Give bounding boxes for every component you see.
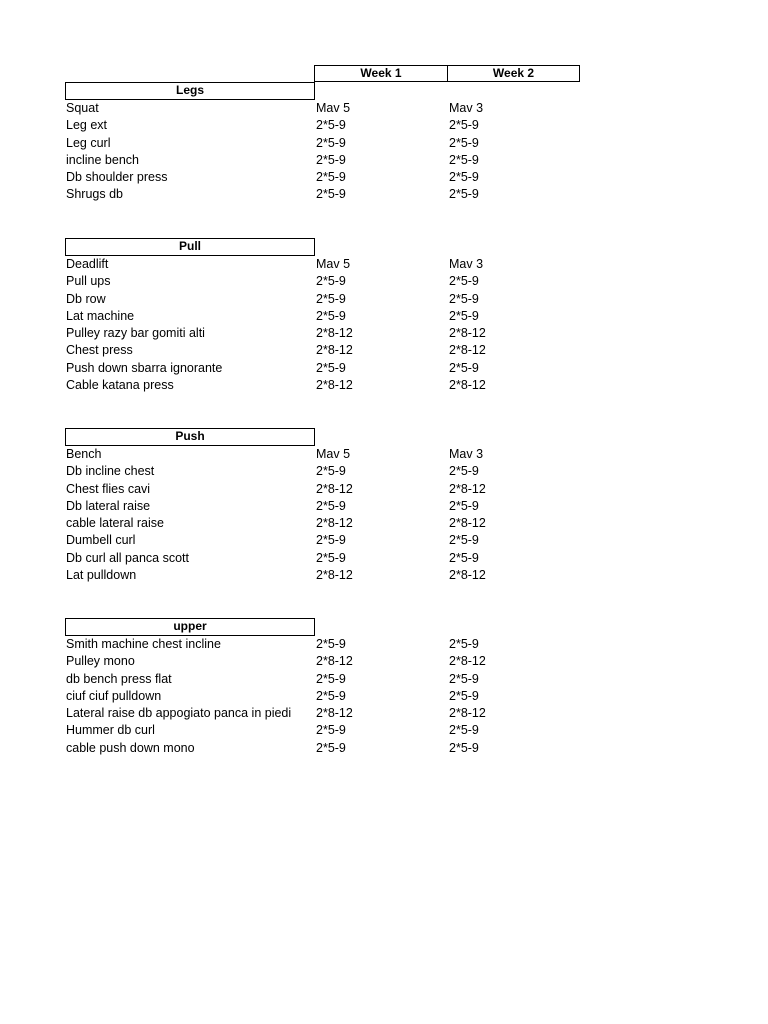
week-2-value: 2*5-9 xyxy=(449,671,479,686)
week-1-value: 2*8-12 xyxy=(316,568,353,583)
week-2-value: 2*8-12 xyxy=(449,516,486,531)
exercise-name: Pulley mono xyxy=(66,654,135,669)
exercise-name: Shrugs db xyxy=(66,187,123,202)
week-1-value: 2*8-12 xyxy=(316,378,353,393)
week-2-value: 2*5-9 xyxy=(449,464,479,479)
exercise-name: Pulley razy bar gomiti alti xyxy=(66,326,205,341)
table-row xyxy=(65,722,565,739)
table-row xyxy=(65,377,565,394)
table-row xyxy=(65,653,565,670)
week-2-value: 2*8-12 xyxy=(449,706,486,721)
week-2-value: 2*5-9 xyxy=(449,308,479,323)
table-row xyxy=(65,135,565,152)
exercise-name: Push down sbarra ignorante xyxy=(66,360,223,375)
week-2-value: 2*5-9 xyxy=(449,152,479,167)
section-title: upper xyxy=(65,618,315,636)
week-1-value: Mav 5 xyxy=(316,257,351,271)
table-row xyxy=(65,446,565,463)
week-2-value: 2*5-9 xyxy=(449,637,479,651)
section-1 xyxy=(65,238,565,394)
exercise-name: Cable katana press xyxy=(66,378,174,393)
section-title: Pull xyxy=(65,238,315,256)
table-row xyxy=(65,360,565,377)
week-1-value: 2*5-9 xyxy=(316,637,346,651)
week-2-value: 2*8-12 xyxy=(449,343,486,358)
week-2-value: Mav 3 xyxy=(449,101,484,115)
week-2-value: 2*5-9 xyxy=(449,740,479,755)
exercise-name: Db row xyxy=(66,291,106,306)
table-row xyxy=(65,463,565,480)
week-2-value: 2*5-9 xyxy=(449,360,479,375)
week-1-value: 2*5-9 xyxy=(316,360,346,375)
table-row xyxy=(65,100,565,117)
section-title: Push xyxy=(65,428,315,446)
week-1-value: Mav 5 xyxy=(316,447,351,461)
table-row xyxy=(65,325,565,342)
table-row xyxy=(65,705,565,722)
exercise-name: Db incline chest xyxy=(66,464,155,479)
week-1-value: 2*5-9 xyxy=(316,498,346,513)
week-2-value: 2*5-9 xyxy=(449,118,479,133)
table-row xyxy=(65,152,565,169)
week-2-value: 2*5-9 xyxy=(449,291,479,306)
week-2-value: 2*5-9 xyxy=(449,187,479,202)
exercise-name: Bench xyxy=(66,447,102,461)
table-row xyxy=(65,117,565,134)
exercise-name: Leg curl xyxy=(66,135,111,150)
week-1-value: 2*5-9 xyxy=(316,187,346,202)
week-1-value: 2*5-9 xyxy=(316,152,346,167)
week-2-value: 2*8-12 xyxy=(449,326,486,341)
exercise-name: Db lateral raise xyxy=(66,498,151,513)
table-row xyxy=(65,740,565,757)
week-1-value: Mav 5 xyxy=(316,101,351,115)
week-1-header: Week 1 xyxy=(314,65,448,82)
exercise-name: Smith machine chest incline xyxy=(66,637,221,651)
section-2 xyxy=(65,428,565,584)
week-1-value: 2*8-12 xyxy=(316,481,353,496)
exercise-name: incline bench xyxy=(66,152,139,167)
week-1-value: 2*5-9 xyxy=(316,308,346,323)
exercise-name: Db shoulder press xyxy=(66,170,168,185)
week-1-value: 2*5-9 xyxy=(316,550,346,565)
table-row xyxy=(65,498,565,515)
exercise-name: cable push down mono xyxy=(66,740,195,755)
week-1-value: 2*5-9 xyxy=(316,274,346,289)
week-2-value: 2*5-9 xyxy=(449,135,479,150)
week-1-value: 2*5-9 xyxy=(316,118,346,133)
exercise-name: Chest press xyxy=(66,343,133,358)
exercise-name: Leg ext xyxy=(66,118,108,133)
section-title: Legs xyxy=(65,82,315,100)
table-row xyxy=(65,515,565,532)
week-1-value: 2*5-9 xyxy=(316,688,346,703)
week-2-value: 2*5-9 xyxy=(449,533,479,548)
week-1-value: 2*5-9 xyxy=(316,291,346,306)
table-row xyxy=(65,291,565,308)
exercise-name: Lateral raise db appogiato panca in piedi xyxy=(66,706,292,721)
exercise-name: Db curl all panca scott xyxy=(66,550,189,565)
week-2-value: 2*8-12 xyxy=(449,568,486,583)
exercise-name: Lat machine xyxy=(66,308,135,323)
exercise-name: Deadlift xyxy=(66,257,109,271)
exercise-name: db bench press flat xyxy=(66,671,172,686)
week-2-value: Mav 3 xyxy=(449,257,484,271)
week-1-value: 2*5-9 xyxy=(316,723,346,738)
table-row xyxy=(65,256,565,273)
week-2-value: 2*5-9 xyxy=(449,688,479,703)
week-2-value: Mav 3 xyxy=(449,447,484,461)
week-2-value: 2*8-12 xyxy=(449,654,486,669)
exercise-name: cable lateral raise xyxy=(66,516,164,531)
table-row xyxy=(65,532,565,549)
table-row xyxy=(65,550,565,567)
section-0 xyxy=(65,82,565,204)
week-1-value: 2*8-12 xyxy=(316,326,353,341)
week-1-value: 2*5-9 xyxy=(316,135,346,150)
exercise-name: Hummer db curl xyxy=(66,723,155,738)
week-2-value: 2*5-9 xyxy=(449,170,479,185)
week-1-value: 2*5-9 xyxy=(316,533,346,548)
week-2-value: 2*8-12 xyxy=(449,378,486,393)
week-1-value: 2*8-12 xyxy=(316,654,353,669)
week-1-value: 2*8-12 xyxy=(316,343,353,358)
table-row xyxy=(65,308,565,325)
exercise-name: ciuf ciuf pulldown xyxy=(66,688,162,703)
week-2-value: 2*5-9 xyxy=(449,274,479,289)
section-3 xyxy=(65,618,565,757)
week-2-value: 2*5-9 xyxy=(449,498,479,513)
week-1-value: 2*5-9 xyxy=(316,170,346,185)
week-2-header: Week 2 xyxy=(447,65,580,82)
week-2-value: 2*5-9 xyxy=(449,550,479,565)
exercise-name: Dumbell curl xyxy=(66,533,136,548)
table-row xyxy=(65,169,565,186)
exercise-name: Lat pulldown xyxy=(66,568,137,583)
exercise-name: Squat xyxy=(66,101,99,115)
table-row xyxy=(65,636,565,653)
table-row xyxy=(65,342,565,359)
table-row xyxy=(65,567,565,584)
exercise-name: Pull ups xyxy=(66,274,111,289)
table-row xyxy=(65,688,565,705)
table-row xyxy=(65,481,565,498)
week-1-value: 2*8-12 xyxy=(316,706,353,721)
week-1-value: 2*5-9 xyxy=(316,464,346,479)
week-2-value: 2*8-12 xyxy=(449,481,486,496)
week-2-value: 2*5-9 xyxy=(449,723,479,738)
table-row xyxy=(65,671,565,688)
table-row xyxy=(65,186,565,203)
week-1-value: 2*5-9 xyxy=(316,671,346,686)
week-1-value: 2*8-12 xyxy=(316,516,353,531)
exercise-name: Chest flies cavi xyxy=(66,481,151,496)
week-1-value: 2*5-9 xyxy=(316,740,346,755)
table-row xyxy=(65,273,565,290)
